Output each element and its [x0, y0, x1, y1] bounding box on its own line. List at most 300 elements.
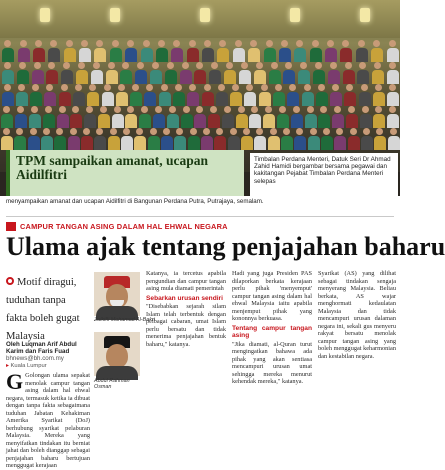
column-3-text-b: "Jika diamati, al-Quran turut mengingatkan bahawa ada pihak yang akan sentiasa mencampuri urusan umat sehingga mereka menurut kehendak mereka," katanya. — [232, 340, 312, 385]
person-figure — [214, 128, 225, 150]
photo-title-box — [6, 150, 244, 196]
person-figure — [269, 62, 280, 84]
person-figure — [16, 84, 27, 106]
person-figure — [361, 128, 372, 150]
person-figure — [343, 62, 354, 84]
head — [334, 106, 341, 113]
column-2-subhead: Sebarkan urusan sendiri — [146, 294, 223, 302]
head — [183, 106, 190, 113]
body — [106, 70, 118, 84]
person-figure — [239, 62, 250, 84]
head — [315, 62, 322, 69]
person-figure — [57, 106, 68, 128]
section-marker-icon — [6, 222, 16, 231]
person-figure — [180, 62, 191, 84]
column-1 — [6, 369, 90, 469]
person-figure — [374, 128, 385, 150]
person-figure — [64, 40, 75, 62]
column-3-subhead: Tentang campur tangan asing — [232, 324, 312, 339]
body — [125, 48, 137, 62]
head — [3, 106, 10, 113]
person-figure — [70, 106, 81, 128]
head — [210, 106, 217, 113]
head — [4, 62, 11, 69]
person-figure — [230, 84, 241, 106]
person-figure — [30, 84, 41, 106]
body — [373, 92, 385, 106]
person-figure — [291, 106, 302, 128]
head — [108, 62, 115, 69]
person-figure — [134, 128, 145, 150]
person-figure — [102, 84, 113, 106]
body — [305, 114, 317, 128]
head — [281, 40, 288, 47]
person-figure — [48, 40, 59, 62]
head — [289, 84, 296, 91]
person-figure — [236, 106, 247, 128]
body — [18, 48, 30, 62]
person-figure — [187, 40, 198, 62]
head — [16, 128, 23, 135]
lamp-icon — [200, 8, 210, 22]
head — [389, 40, 396, 47]
body — [269, 70, 281, 84]
person-figure — [325, 40, 336, 62]
body — [359, 92, 371, 106]
head — [374, 62, 381, 69]
head — [34, 62, 41, 69]
body — [228, 136, 240, 150]
body — [264, 48, 276, 62]
person-figure — [373, 84, 384, 106]
head — [50, 40, 57, 47]
head — [318, 84, 325, 91]
person-figure — [187, 84, 198, 106]
body — [134, 136, 146, 150]
photo-title: TPM sampaikan amanat, ucapan Aidilfitri — [16, 153, 209, 182]
person-figure — [334, 128, 345, 150]
body — [325, 48, 337, 62]
person-figure — [135, 62, 146, 84]
person-figure — [310, 40, 321, 62]
body — [273, 92, 285, 106]
head — [30, 128, 37, 135]
person-figure — [173, 84, 184, 106]
arrow-icon: ▸ — [6, 363, 9, 369]
body — [76, 70, 88, 84]
body — [268, 136, 280, 150]
body — [2, 70, 14, 84]
head — [123, 128, 130, 135]
lamp-icon — [290, 8, 300, 22]
dropcap: G — [6, 369, 24, 394]
person-figure — [372, 62, 383, 84]
person-figure — [73, 84, 84, 106]
head — [218, 84, 225, 91]
head — [127, 106, 134, 113]
person-figure — [224, 62, 235, 84]
head — [241, 62, 248, 69]
body — [120, 70, 132, 84]
head — [167, 62, 174, 69]
body — [130, 92, 142, 106]
body — [214, 136, 226, 150]
head — [327, 40, 334, 47]
person-figure — [125, 40, 136, 62]
person-figure — [116, 84, 127, 106]
person-figure — [14, 128, 25, 150]
body — [79, 48, 91, 62]
person-figure — [308, 128, 319, 150]
person-figure — [153, 106, 164, 128]
head — [375, 84, 382, 91]
person-figure — [356, 40, 367, 62]
body — [33, 48, 45, 62]
body — [263, 114, 275, 128]
head — [43, 128, 50, 135]
body — [387, 92, 399, 106]
body — [298, 70, 310, 84]
person-figure — [318, 106, 329, 128]
head — [300, 62, 307, 69]
person-figure — [167, 106, 178, 128]
person-figure — [106, 62, 117, 84]
body — [254, 70, 266, 84]
person-figure — [264, 40, 275, 62]
body — [230, 92, 242, 106]
person-figure — [346, 106, 357, 128]
body — [84, 114, 96, 128]
head — [114, 106, 121, 113]
person-figure — [194, 62, 205, 84]
head — [224, 106, 231, 113]
body — [279, 48, 291, 62]
body — [135, 70, 147, 84]
person-figure — [209, 62, 220, 84]
body — [236, 114, 248, 128]
person-figure — [87, 84, 98, 106]
head — [96, 40, 103, 47]
column-2-text: Katanya, ia tercetus apabila pengundian dan campur tangan asing mula diamati pemerintah — [146, 270, 226, 292]
crowd-row-front — [0, 128, 400, 150]
person-figure — [15, 106, 26, 128]
body — [110, 48, 122, 62]
body — [41, 136, 53, 150]
crowd-row-4 — [0, 106, 400, 128]
body — [209, 70, 221, 84]
head — [127, 40, 134, 47]
person-figure — [344, 84, 355, 106]
person-figure — [161, 128, 172, 150]
portrait-1-caption: Zulkifli Mohamad Al-Bakri — [94, 317, 155, 323]
body — [116, 92, 128, 106]
head — [307, 106, 314, 113]
head — [104, 84, 111, 91]
person-figure — [387, 84, 398, 106]
person-figure — [217, 40, 228, 62]
person-figure — [305, 106, 316, 128]
head — [182, 62, 189, 69]
person-figure — [233, 40, 244, 62]
head — [256, 128, 263, 135]
head — [246, 84, 253, 91]
head — [61, 84, 68, 91]
head — [204, 40, 211, 47]
person-figure — [188, 128, 199, 150]
column-2 — [146, 270, 226, 400]
person-figure — [2, 62, 13, 84]
person-figure — [281, 128, 292, 150]
person-figure — [1, 106, 12, 128]
person-figure — [165, 62, 176, 84]
person-figure — [268, 128, 279, 150]
lamp-icon — [360, 8, 370, 22]
head — [323, 128, 330, 135]
body — [57, 114, 69, 128]
body — [321, 136, 333, 150]
body — [294, 136, 306, 150]
column-3-text: Hadi yang juga Presiden PAS dilaporkan berkata kerajaan perlu pihak 'menyemput' campur tangan asing dalam hal ehwal Malaysia iaitu apabila menjemput pihak yang kononnya berkuasa. — [232, 270, 312, 322]
head — [304, 84, 311, 91]
body — [254, 136, 266, 150]
photo-caption-panel — [250, 153, 398, 196]
body — [313, 70, 325, 84]
head — [219, 40, 226, 47]
byline-email: bhnews@bh.com.my — [6, 355, 64, 363]
person-figure — [112, 106, 123, 128]
head — [96, 128, 103, 135]
body — [159, 92, 171, 106]
person-figure — [228, 128, 239, 150]
person-figure — [46, 62, 57, 84]
person-figure — [202, 40, 213, 62]
body — [59, 92, 71, 106]
person-figure — [287, 84, 298, 106]
head — [375, 106, 382, 113]
person-figure — [216, 84, 227, 106]
person-figure — [17, 62, 28, 84]
head — [251, 106, 258, 113]
body — [330, 92, 342, 106]
body — [202, 92, 214, 106]
body — [64, 48, 76, 62]
head — [230, 128, 237, 135]
head — [346, 84, 353, 91]
body — [187, 48, 199, 62]
person-figure — [130, 84, 141, 106]
body — [30, 92, 42, 106]
person-figure — [81, 128, 92, 150]
body — [46, 70, 58, 84]
body — [44, 92, 56, 106]
body — [239, 70, 251, 84]
head — [163, 128, 170, 135]
body — [357, 70, 369, 84]
head — [189, 84, 196, 91]
head — [361, 84, 368, 91]
body — [32, 70, 44, 84]
head — [211, 62, 218, 69]
head — [232, 84, 239, 91]
crowd-row-2 — [0, 62, 400, 84]
column-1-text: Golongan ulama sepakat menolak campur tangan asing dalam hal ehwal negara, termasuk ketika ia dibuat dengan tanpa fakta sebagaimana tuduhan Jabatan Kehakiman Amerika Syarikat (DoJ) berhubung syarikat pelaburan Malaysia. Mereka yang menyifatkan tindakan itu berniat jahat dan boleh dianggap sebagai penjajahan baharu bertujuan menggugat kerajaan — [6, 372, 90, 469]
head — [169, 106, 176, 113]
person-figure — [294, 40, 305, 62]
photo-caption-bottom: menyampaikan amanat dan ucapan Aidilfitri di Bangunan Perdana Putra, Putrajaya, semalam. — [6, 198, 264, 205]
person-figure — [91, 62, 102, 84]
head — [376, 128, 383, 135]
person-figure — [279, 40, 290, 62]
head — [63, 62, 70, 69]
body — [316, 92, 328, 106]
head — [285, 62, 292, 69]
body — [70, 114, 82, 128]
head — [18, 84, 25, 91]
body — [241, 136, 253, 150]
person-figure — [248, 40, 259, 62]
head — [17, 106, 24, 113]
person-figure — [387, 106, 398, 128]
head — [86, 106, 93, 113]
dateline-place: Kuala Lumpur — [10, 363, 47, 369]
head — [243, 128, 250, 135]
head — [358, 40, 365, 47]
head — [235, 40, 242, 47]
head — [72, 106, 79, 113]
person-figure — [201, 128, 212, 150]
body — [15, 114, 27, 128]
person-figure — [283, 62, 294, 84]
head — [265, 106, 272, 113]
body — [181, 114, 193, 128]
body — [340, 48, 352, 62]
head — [112, 40, 119, 47]
body — [287, 92, 299, 106]
head — [4, 84, 11, 91]
head — [261, 84, 268, 91]
head — [238, 106, 245, 113]
person-figure — [371, 40, 382, 62]
body — [202, 48, 214, 62]
headline: Ulama ajak tentang penjajahan baharu — [6, 232, 445, 261]
person-figure — [156, 40, 167, 62]
person-figure — [302, 84, 313, 106]
byline — [6, 341, 90, 363]
person-figure — [328, 62, 339, 84]
head — [389, 62, 396, 69]
person-figure — [76, 62, 87, 84]
body — [356, 48, 368, 62]
bullet-icon — [6, 277, 14, 285]
head — [19, 62, 26, 69]
body — [373, 114, 385, 128]
head — [32, 84, 39, 91]
body — [310, 48, 322, 62]
head — [59, 106, 66, 113]
head — [336, 128, 343, 135]
lead-block — [6, 272, 86, 344]
body — [194, 114, 206, 128]
photo-caption-right: Timbalan Perdana Menteri, Datuk Seri Dr Ahmad Zahid Hamidi bergambar bersama pegawai dan kakitangan Pejabat Timbalan Perdana Menteri selepas — [254, 156, 391, 185]
body — [328, 70, 340, 84]
person-figure — [208, 106, 219, 128]
head — [196, 62, 203, 69]
person-figure — [141, 40, 152, 62]
lead-text: Motif diragui, tuduhan tanpa fakta boleh gugat Malaysia — [6, 277, 80, 342]
person-figure — [388, 128, 399, 150]
person-figure — [2, 84, 13, 106]
head — [310, 128, 317, 135]
body — [180, 70, 192, 84]
body — [102, 92, 114, 106]
body — [222, 114, 234, 128]
body — [94, 136, 106, 150]
face — [106, 344, 128, 368]
body — [217, 48, 229, 62]
head — [373, 40, 380, 47]
body — [244, 92, 256, 106]
section-header — [6, 222, 396, 231]
body — [308, 136, 320, 150]
lamp-icon — [40, 8, 50, 22]
person-figure — [202, 84, 213, 106]
body — [187, 92, 199, 106]
person-figure — [43, 106, 54, 128]
body — [371, 48, 383, 62]
person-figure — [59, 84, 70, 106]
person-figure — [298, 62, 309, 84]
body — [16, 92, 28, 106]
head — [271, 62, 278, 69]
section-label: CAMPUR TANGAN ASING DALAM HAL EHWAL NEGARA — [20, 222, 228, 231]
body — [224, 70, 236, 84]
person-figure — [94, 40, 105, 62]
head — [320, 106, 327, 113]
body — [388, 136, 400, 150]
head — [89, 84, 96, 91]
portrait-2-caption: Abdul Rahman Osman — [94, 378, 130, 391]
head — [152, 62, 159, 69]
body — [1, 136, 13, 150]
body — [173, 92, 185, 106]
person-figure — [259, 84, 270, 106]
head — [332, 84, 339, 91]
person-figure — [110, 40, 121, 62]
body — [291, 114, 303, 128]
person-figure — [222, 106, 233, 128]
person-figure — [139, 106, 150, 128]
body — [68, 136, 80, 150]
person-figure — [254, 128, 265, 150]
lamp-icon — [110, 8, 120, 22]
head — [176, 128, 183, 135]
person-figure — [120, 62, 131, 84]
person-figure — [61, 62, 72, 84]
body — [387, 48, 399, 62]
body — [73, 92, 85, 106]
head — [293, 106, 300, 113]
body — [387, 114, 399, 128]
person-figure — [150, 62, 161, 84]
head — [275, 84, 282, 91]
head — [296, 128, 303, 135]
person-figure — [181, 106, 192, 128]
head — [348, 106, 355, 113]
body — [144, 92, 156, 106]
body — [121, 136, 133, 150]
person-figure — [244, 84, 255, 106]
head — [155, 106, 162, 113]
